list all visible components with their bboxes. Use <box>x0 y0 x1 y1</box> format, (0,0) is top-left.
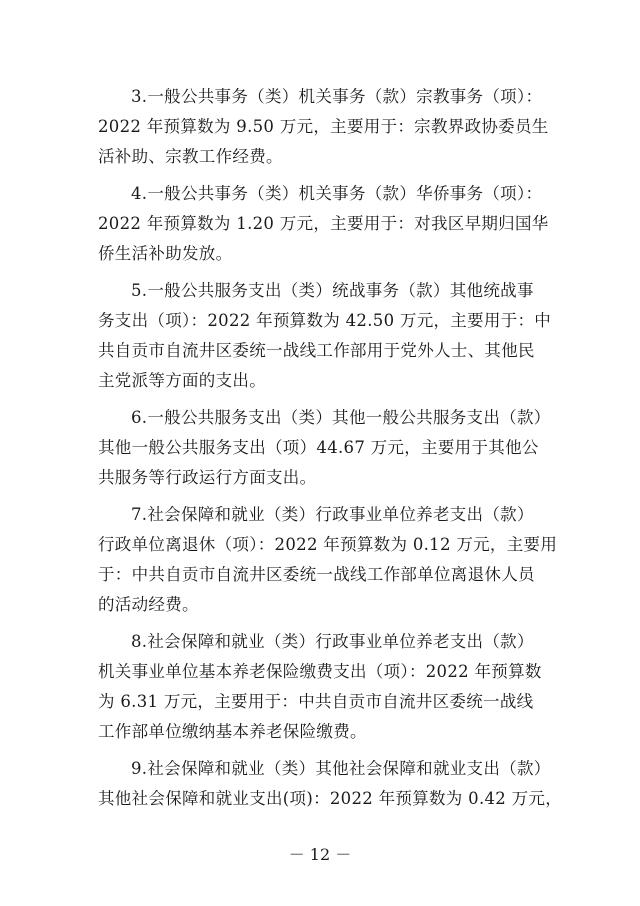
paragraph-line: 侨生活补助发放。 <box>98 244 233 263</box>
paragraph-line: 主党派等方面的支出。 <box>98 371 266 390</box>
paragraph-line: 3.一般公共事务（类）机关事务（款）宗教事务（项）： <box>131 87 543 106</box>
paragraph-line: 其他一般公共服务支出（项）44.67 万元，主要用于其他公 <box>98 438 539 457</box>
paragraph-line: 7.社会保障和就业（类）行政事业单位养老支出（款） <box>131 505 534 524</box>
paragraph-line: 活补助、宗教工作经费。 <box>98 147 283 166</box>
paragraph-line: 9.社会保障和就业（类）其他社会保障和就业支出（款） <box>131 759 551 778</box>
paragraph-line: 其他社会保障和就业支出(项)：2022 年预算数为 0.42 万元， <box>98 789 563 808</box>
paragraph-line: 行政单位离退休（项）：2022 年预算数为 0.12 万元，主要用 <box>98 535 558 554</box>
paragraph-line: 的活动经费。 <box>98 595 199 614</box>
paragraph-line: 工作部单位缴纳基本养老保险缴费。 <box>98 722 367 741</box>
paragraph-religious-affairs <box>98 82 548 172</box>
paragraph-united-front-other <box>98 276 552 396</box>
paragraph-other-public-services <box>98 403 551 493</box>
paragraph-line: 务支出（项）：2022 年预算数为 42.50 万元，主要用于：中 <box>98 311 552 330</box>
page-number: － 12 － <box>288 845 352 864</box>
paragraph-line: 5.一般公共服务支出（类）统战事务（款）其他统战事 <box>131 281 534 300</box>
paragraph-line: 机关事业单位基本养老保险缴费支出（项）：2022 年预算数 <box>98 662 542 681</box>
paragraph-line: 6.一般公共服务支出（类）其他一般公共服务支出（款） <box>131 408 551 427</box>
paragraph-overseas-chinese-affairs <box>98 179 548 269</box>
paragraph-line: 共服务等行政运行方面支出。 <box>98 468 317 487</box>
paragraph-line: 8.社会保障和就业（类）行政事业单位养老支出（款） <box>131 632 534 651</box>
paragraph-line: 为 6.31 万元，主要用于：中共自贡市自流井区委统一战线 <box>98 692 534 711</box>
paragraph-other-social-security <box>98 754 563 814</box>
paragraph-line: 共自贡市自流井区委统一战线工作部用于党外人士、其他民 <box>98 341 535 360</box>
paragraph-line: 2022 年预算数为 9.50 万元，主要用于：宗教界政协委员生 <box>98 117 549 136</box>
paragraph-line: 4.一般公共事务（类）机关事务（款）华侨事务（项）： <box>131 184 543 203</box>
paragraph-pension-insurance <box>98 627 548 747</box>
document-body <box>98 82 563 821</box>
paragraph-retirement-admin <box>98 500 558 620</box>
paragraph-line: 于：中共自贡市自流井区委统一战线工作部单位离退休人员 <box>98 565 535 584</box>
paragraph-line: 2022 年预算数为 1.20 万元，主要用于：对我区早期归国华 <box>98 214 549 233</box>
